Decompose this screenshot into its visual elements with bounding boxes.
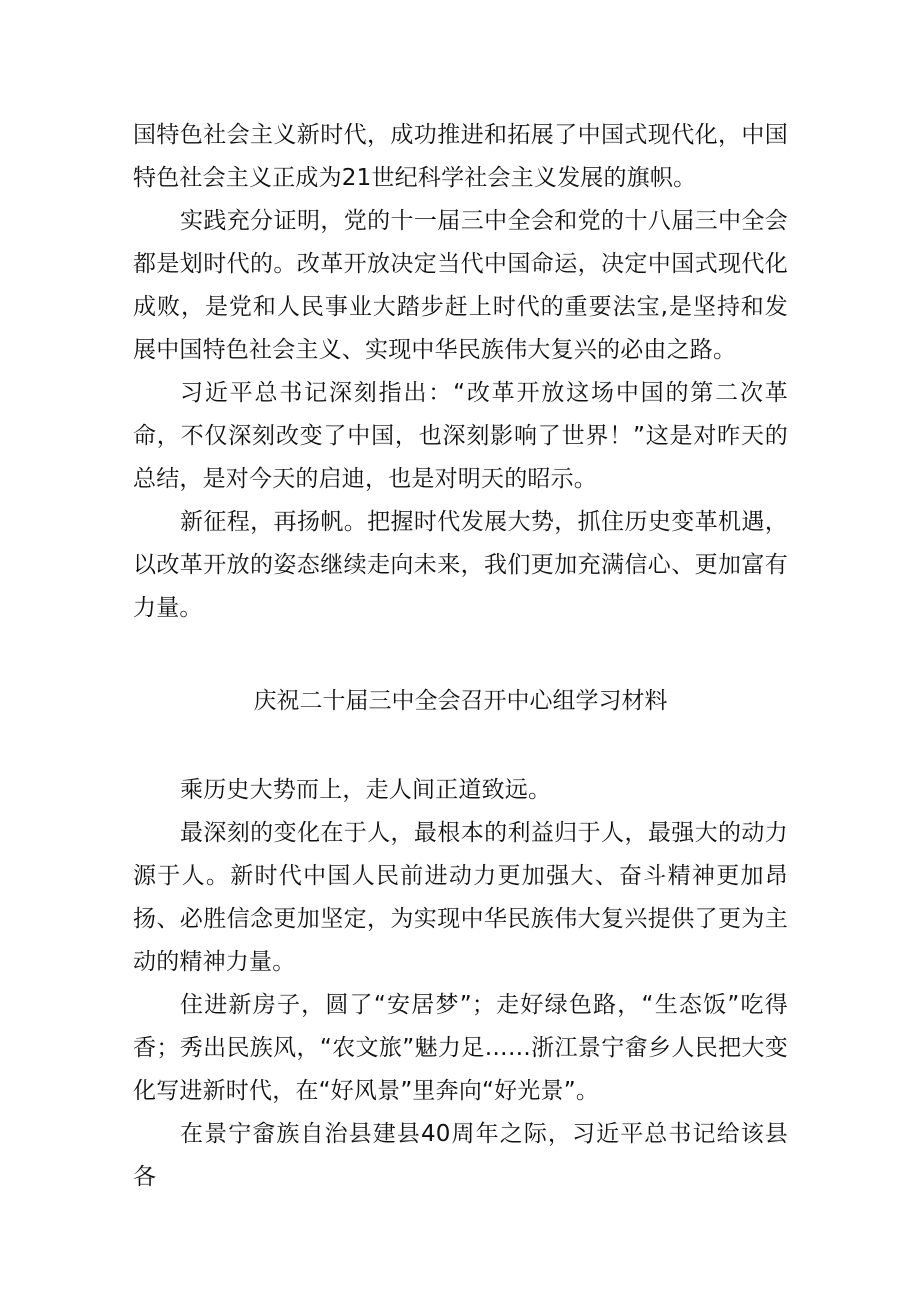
section-one-body bbox=[133, 114, 788, 630]
paragraph: 住进新房子，圆了“安居梦”；走好绿色路，“生态饭”吃得香；秀出民族风，“农文旅”魅力足……浙江景宁畲乡人民把大变化写进新时代，在“好风景”里奔向“好光景”。 bbox=[133, 992, 788, 1104]
paragraph: 实践充分证明，党的十一届三中全会和党的十八届三中全会都是划时代的。改革开放决定当代中国命运，决定中国式现代化成败，是党和人民事业大踏步赶上时代的重要法宝,是坚持和发展中国特色社会主义、实现中华民族伟大复兴的必由之路。 bbox=[133, 208, 788, 363]
paragraph: 最深刻的变化在于人，最根本的利益归于人，最强大的动力源于人。新时代中国人民前进动力更加强大、奋斗精神更加昂扬、必胜信念更加坚定，为实现中华民族伟大复兴提供了更为主动的精神力量。 bbox=[133, 820, 788, 975]
paragraph: 在景宁畲族自治县建县40周年之际，习近平总书记给该县各 bbox=[133, 1121, 788, 1190]
paragraph: 新征程，再扬帆。把握时代发展大势，抓住历史变革机遇，以改革开放的姿态继续走向未来，我们更加充满信心、更加富有力量。 bbox=[133, 509, 788, 621]
paragraph: 国特色社会主义新时代，成功推进和拓展了中国式现代化，中国特色社会主义正成为21世纪科学社会主义发展的旗帜。 bbox=[133, 122, 788, 191]
paragraph: 习近平总书记深刻指出：“改革开放这场中国的第二次革命，不仅深刻改变了中国，也深刻影响了世界！”这是对昨天的总结，是对今天的启迪，也是对明天的昭示。 bbox=[133, 380, 788, 492]
paragraph: 乘历史大势而上，走人间正道致远。 bbox=[180, 777, 552, 803]
section-two-body bbox=[133, 769, 788, 1199]
section-title: 庆祝二十届三中全会召开中心组学习材料 bbox=[253, 688, 668, 714]
